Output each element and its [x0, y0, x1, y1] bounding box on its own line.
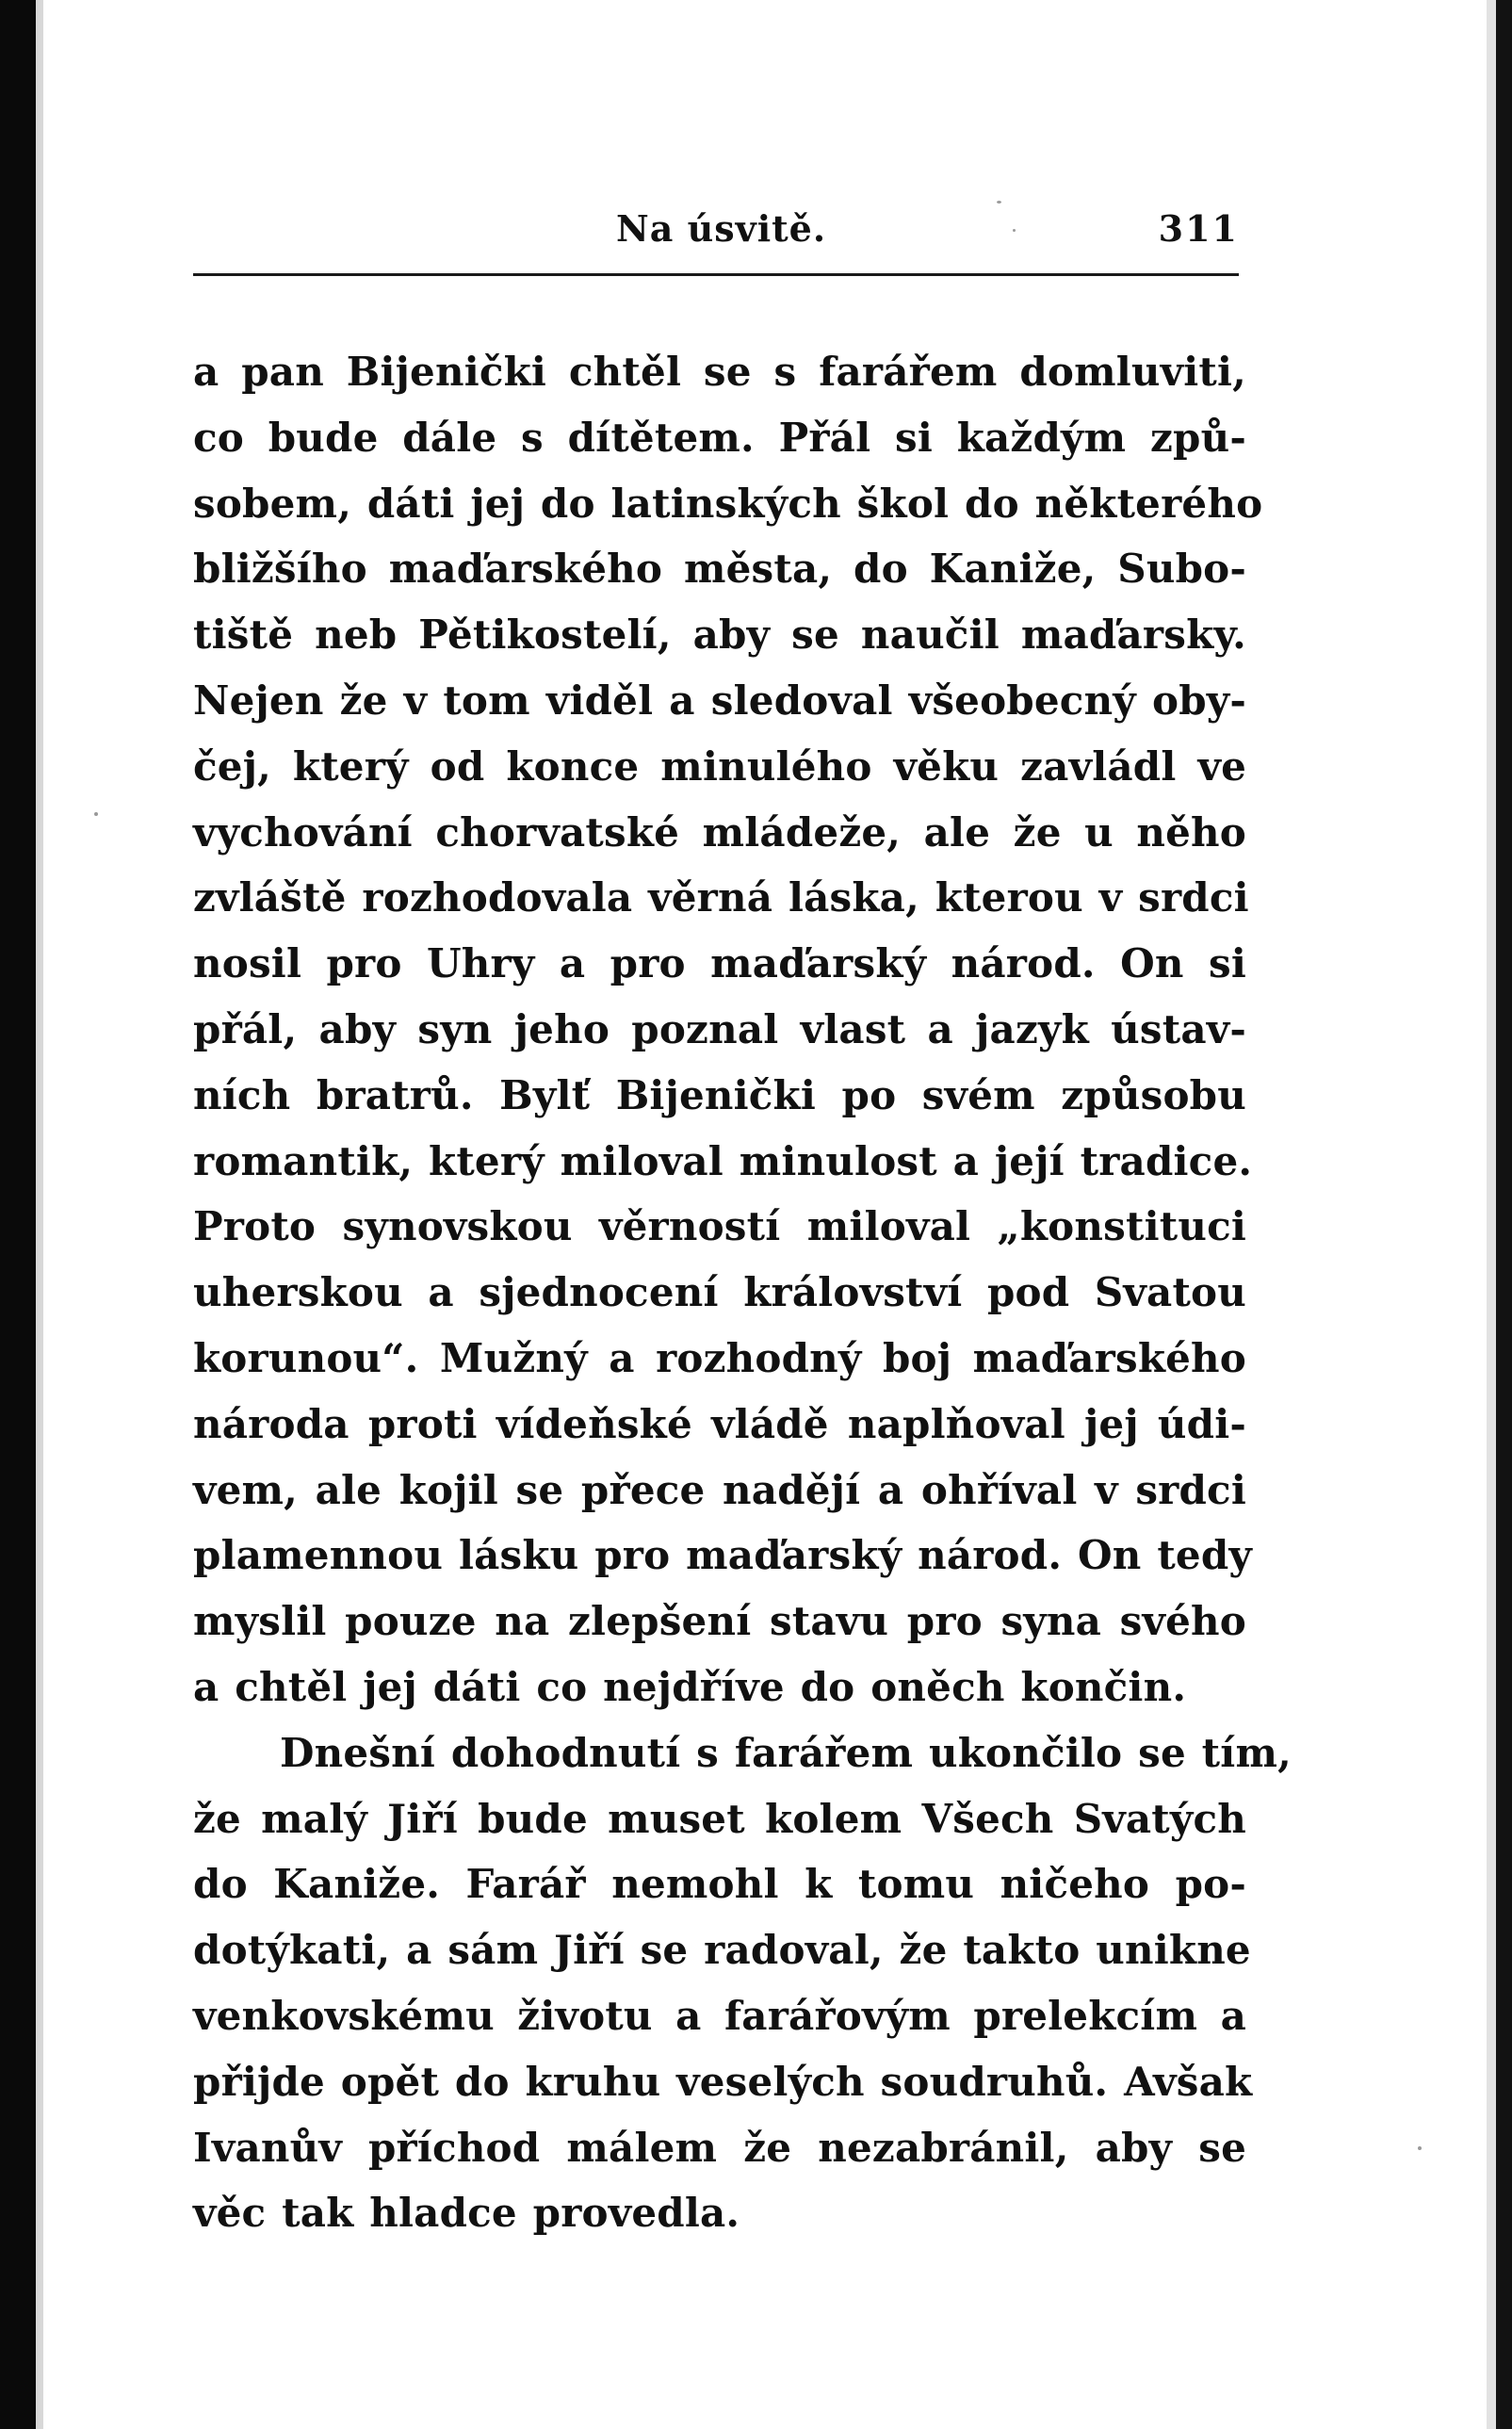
scan-edge-right-margin	[1487, 0, 1496, 2429]
text-line-paragraph-end: věc tak hladce provedla.	[193, 2190, 740, 2237]
text-line: co bude dále s dítětem. Přál si každým způ-	[193, 414, 1246, 461]
text-line: přál, aby syn jeho poznal vlast a jazyk ústav-	[193, 1005, 1246, 1052]
running-title: Na úsvitě.	[616, 207, 827, 250]
body-text	[193, 339, 1292, 2246]
text-line: bližšího maďarského města, do Kaniže, Subo-	[193, 546, 1246, 593]
text-line: vem, ale kojil se přece nadějí a ohříval v srdci	[193, 1466, 1246, 1513]
scan-speck	[997, 201, 1001, 204]
scan-edge-left-margin	[36, 0, 43, 2429]
text-line-paragraph-start: Dnešní dohodnutí s farářem ukončilo se tím,	[280, 1729, 1292, 1776]
text-line: Nejen že v tom viděl a sledoval všeobecný oby-	[193, 677, 1246, 724]
text-line: zvláště rozhodovala věrná láska, kterou v srdci	[193, 874, 1249, 921]
text-line: ních bratrů. Bylť Bijenički po svém způsobu	[193, 1071, 1246, 1118]
text-line: Ivanův příchod málem že nezabránil, aby se	[193, 2124, 1246, 2171]
scan-speck	[1418, 2146, 1422, 2150]
text-line: romantik, který miloval minulost a její tradice.	[193, 1137, 1253, 1184]
text-line: národa proti vídeňské vládě naplňoval jej údi-	[193, 1400, 1246, 1447]
scan-edge-right	[1496, 0, 1512, 2429]
text-line: sobem, dáti jej do latinských škol do některého	[193, 480, 1263, 527]
text-line: plamennou lásku pro maďarský národ. On tedy	[193, 1532, 1253, 1579]
text-line: přijde opět do kruhu veselých soudruhů. Avšak	[193, 2058, 1253, 2105]
header-rule	[193, 273, 1239, 276]
text-line: vychování chorvatské mládeže, ale že u něho	[193, 808, 1246, 856]
text-line: že malý Jiří bude muset kolem Všech Svatých	[193, 1795, 1246, 1842]
text-line: venkovskému životu a farářovým prelekcím a	[193, 1992, 1246, 2039]
text-line: Proto synovskou věrností miloval „konstituci	[193, 1203, 1246, 1250]
text-line: dotýkati, a sám Jiří se radoval, že takto unikne	[193, 1927, 1251, 1974]
text-line: čej, který od konce minulého věku zavládl ve	[193, 742, 1246, 790]
page-header	[193, 207, 1239, 254]
scan-edge-left	[0, 0, 36, 2429]
text-line: a pan Bijenički chtěl se s farářem domluviti,	[193, 349, 1246, 395]
text-line: nosil pro Uhry a pro maďarský národ. On si	[193, 940, 1246, 987]
text-line-paragraph-end: a chtěl jej dáti co nejdříve do oněch končin.	[193, 1663, 1187, 1710]
text-line: myslil pouze na zlepšení stavu pro syna svého	[193, 1598, 1246, 1645]
scan-speck	[94, 812, 98, 816]
text-line: do Kaniže. Farář nemohl k tomu ničeho po-	[193, 1861, 1246, 1908]
text-line: tiště neb Pětikostelí, aby se naučil maďarsky.	[193, 611, 1246, 659]
text-line: uherskou a sjednocení království pod Svatou	[193, 1269, 1246, 1316]
text-line: korunou“. Mužný a rozhodný boj maďarského	[193, 1334, 1246, 1381]
page-number: 311	[1158, 207, 1239, 250]
